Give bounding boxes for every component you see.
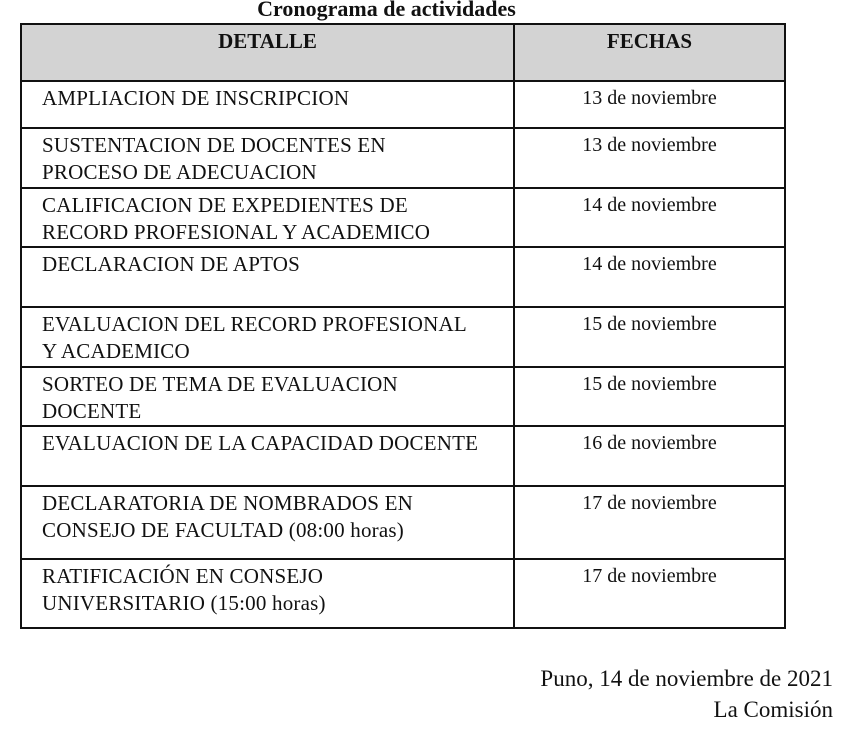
activity-detail: EVALUACION DE LA CAPACIDAD DOCENTE [21, 426, 514, 486]
document-title: Cronograma de actividades [257, 0, 516, 21]
activity-detail: DECLARACION DE APTOS [21, 247, 514, 307]
activity-detail: SUSTENTACION DE DOCENTES EN PROCESO DE ADECUACION [21, 128, 514, 188]
table-row [21, 426, 785, 486]
activity-date: 17 de noviembre [514, 559, 785, 628]
activity-date: 14 de noviembre [514, 247, 785, 307]
table-row [21, 247, 785, 307]
activity-detail: SORTEO DE TEMA DE EVALUACION DOCENTE [21, 367, 514, 426]
activity-date: 16 de noviembre [514, 426, 785, 486]
table-row [21, 367, 785, 426]
activity-detail: DECLARATORIA DE NOMBRADOS EN CONSEJO DE FACULTAD (08:00 horas) [21, 486, 514, 559]
table-row [21, 559, 785, 628]
activity-date: 17 de noviembre [514, 486, 785, 559]
place-and-date: Puno, 14 de noviembre de 2021 [540, 666, 833, 691]
activity-detail: AMPLIACION DE INSCRIPCION [21, 81, 514, 128]
table-row [21, 307, 785, 367]
signature-commission: La Comisión [713, 697, 833, 722]
activity-detail: EVALUACION DEL RECORD PROFESIONAL Y ACADEMICO [21, 307, 514, 367]
activity-date: 15 de noviembre [514, 307, 785, 367]
column-header-dates: FECHAS [514, 24, 785, 81]
schedule-table [20, 23, 786, 629]
table-row [21, 128, 785, 188]
column-header-detail: DETALLE [21, 24, 514, 81]
activity-date: 13 de noviembre [514, 81, 785, 128]
table-row [21, 486, 785, 559]
activity-date: 14 de noviembre [514, 188, 785, 247]
activity-date: 15 de noviembre [514, 367, 785, 426]
activity-detail: RATIFICACIÓN EN CONSEJO UNIVERSITARIO (15:00 horas) [21, 559, 514, 628]
table-header-row [21, 24, 785, 81]
table-row [21, 188, 785, 247]
table-row [21, 81, 785, 128]
activity-date: 13 de noviembre [514, 128, 785, 188]
activity-detail: CALIFICACION DE EXPEDIENTES DE RECORD PROFESIONAL Y ACADEMICO [21, 188, 514, 247]
